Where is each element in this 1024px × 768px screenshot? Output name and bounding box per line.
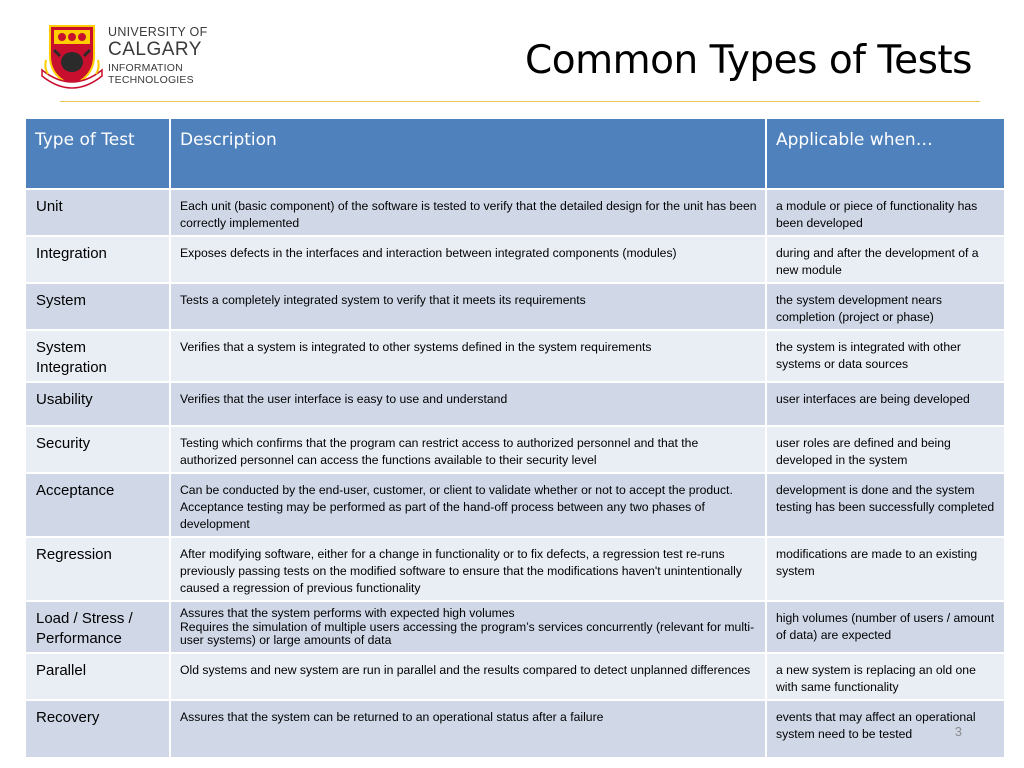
cell-description: Can be conducted by the end-user, customer, or client to validate whether or not to accept the product. Acceptance testing may be performed as part of the hand-off process between any two phases of development [171,474,767,538]
table-row [26,602,1006,654]
logo-line-1: UNIVERSITY OF [108,25,208,39]
cell-applicable: a module or piece of functionality has been developed [767,190,1006,237]
header-type: Type of Test [26,119,171,190]
cell-description: Exposes defects in the interfaces and interaction between integrated components (modules) [171,237,767,284]
cell-applicable: user roles are defined and being developed in the system [767,427,1006,474]
cell-type: Parallel [26,654,171,701]
table-header-row [26,119,1006,190]
logo-line-2: CALGARY [108,38,202,60]
cell-applicable: the system is integrated with other systems or data sources [767,331,1006,383]
cell-applicable: during and after the development of a new module [767,237,1006,284]
cell-description: Old systems and new system are run in parallel and the results compared to detect unplanned differences [171,654,767,701]
cell-description: Verifies that a system is integrated to other systems defined in the system requirements [171,331,767,383]
header-applicable: Applicable when… [767,119,1006,190]
cell-type: Load / Stress / Performance [26,602,171,654]
cell-type: System Integration [26,331,171,383]
cell-applicable: a new system is replacing an old one with same functionality [767,654,1006,701]
cell-description: After modifying software, either for a change in functionality or to fix defects, a regression test re-runs previously passing tests on the modified software to ensure that the modifications haven't unintentionally caused a regression of previous functionality [171,538,767,602]
crest-icon [40,22,104,92]
cell-description: Verifies that the user interface is easy to use and understand [171,383,767,427]
table-row [26,331,1006,383]
cell-applicable: the system development nears completion (project or phase) [767,284,1006,331]
cell-description: Assures that the system can be returned to an operational status after a failure [171,701,767,759]
page-number: 3 [954,724,962,739]
test-types-table [26,119,1006,759]
header-description: Description [171,119,767,190]
description-line: Requires the simulation of multiple users accessing the program’s services concurrently (relevant for multi-user systems) or large amounts of data [180,619,755,647]
cell-applicable: high volumes (number of users / amount of data) are expected [767,602,1006,654]
logo-line-3: INFORMATION [108,61,183,74]
table-row [26,701,1006,759]
cell-description: Tests a completely integrated system to verify that it meets its requirements [171,284,767,331]
cell-description [171,602,767,654]
cell-type: Regression [26,538,171,602]
table-row [26,284,1006,331]
table-row [26,190,1006,237]
cell-type: Security [26,427,171,474]
description-line: Assures that the system performs with expected high volumes [180,606,515,620]
cell-applicable: development is done and the system testing has been successfully completed [767,474,1006,538]
cell-type: Integration [26,237,171,284]
cell-description: Each unit (basic component) of the software is tested to verify that the detailed design for the unit has been correctly implemented [171,190,767,237]
cell-description: Testing which confirms that the program can restrict access to authorized personnel and that the authorized personnel can access the functions available to their security level [171,427,767,474]
logo-line-4: TECHNOLOGIES [108,74,194,86]
cell-type: Recovery [26,701,171,759]
cell-type: Acceptance [26,474,171,538]
university-logo [40,22,210,92]
cell-applicable: events that may affect an operational system need to be tested [767,701,1006,759]
cell-type: Usability [26,383,171,427]
logo-wordmark [108,26,208,86]
table-row [26,237,1006,284]
slide-title: Common Types of Tests [525,38,972,83]
cell-type: Unit [26,190,171,237]
table-row [26,474,1006,538]
table-row [26,538,1006,602]
title-divider [60,101,980,102]
table-row [26,654,1006,701]
table-row [26,427,1006,474]
cell-applicable: user interfaces are being developed [767,383,1006,427]
cell-applicable: modifications are made to an existing system [767,538,1006,602]
table-row [26,383,1006,427]
cell-type: System [26,284,171,331]
